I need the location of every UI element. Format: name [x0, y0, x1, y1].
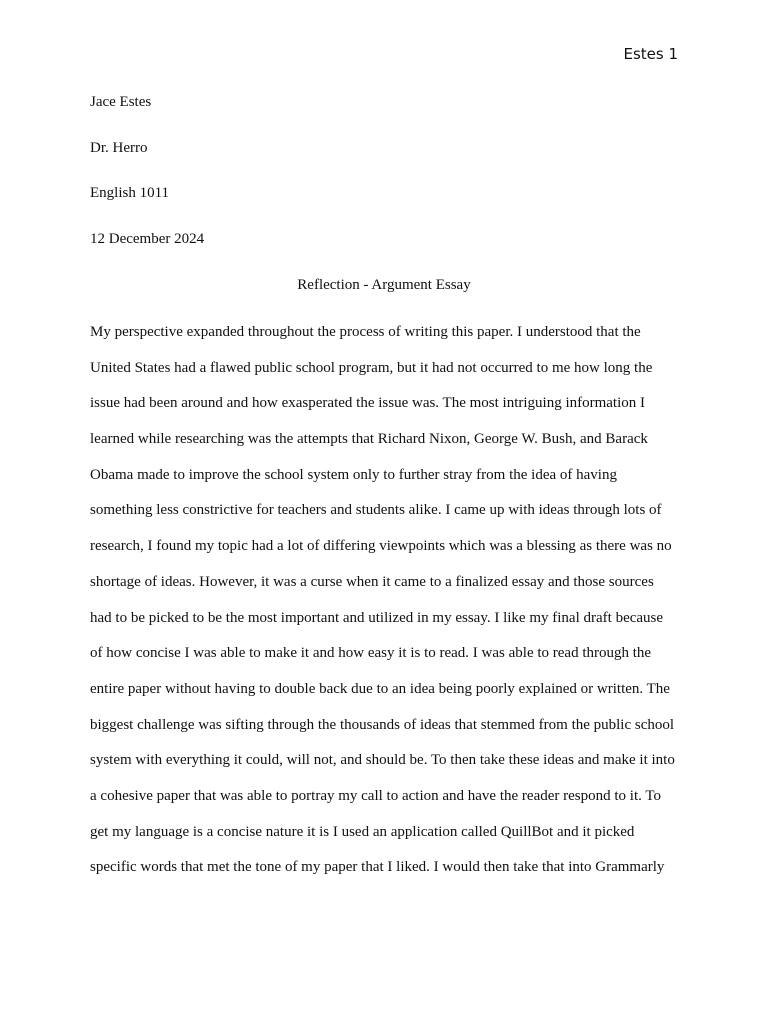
author-name: Jace Estes [90, 94, 152, 110]
running-header-page-number: Estes 1 [623, 45, 678, 63]
date-line: 12 December 2024 [90, 231, 205, 248]
body-line: get my language is a concise nature it is I used an application called QuillBot and it picked [90, 823, 635, 840]
body-line: specific words that met the tone of my paper that I liked. I would then take that into Grammarly [90, 859, 665, 876]
body-line: a cohesive paper that was able to portray my call to action and have the reader respond to it. To [90, 787, 661, 804]
body-line: learned while researching was the attempts that Richard Nixon, George W. Bush, and Barack [90, 431, 648, 448]
body-line: issue had been around and how exasperated the issue was. The most intriguing information I [90, 395, 646, 412]
body-line: something less constrictive for teachers and students alike. I came up with ideas through lots of [90, 502, 662, 519]
body-line: research, I found my topic had a lot of differing viewpoints which was a blessing as there was no [90, 538, 672, 555]
instructor-name: Dr. Herro [90, 139, 148, 156]
mla-heading [90, 92, 678, 320]
body-line: United States had a flawed public school program, but it had not occurred to me how long the [90, 359, 653, 376]
body-line: had to be picked to be the most important and utilized in my essay. I like my final draft because [90, 609, 664, 626]
body-line: of how concise I was able to make it and how easy it is to read. I was able to read through the [90, 645, 652, 662]
body-paragraph [90, 322, 680, 893]
body-line: biggest challenge was sifting through the thousands of ideas that stemmed from the public school [90, 716, 675, 733]
course-name: English 1011 [90, 185, 170, 202]
body-line: Obama made to improve the school system only to further stray from the idea of having [90, 466, 617, 483]
paper-title: Reflection - Argument Essay [297, 276, 471, 293]
body-line: entire paper without having to double back due to an idea being poorly explained or written. The [90, 680, 670, 697]
body-line: shortage of ideas. However, it was a curse when it came to a finalized essay and those sources [90, 573, 654, 590]
body-line: My perspective expanded throughout the process of writing this paper. I understood that the [90, 324, 641, 340]
body-line: system with everything it could, will not, and should be. To then take these ideas and make it into [90, 752, 675, 769]
